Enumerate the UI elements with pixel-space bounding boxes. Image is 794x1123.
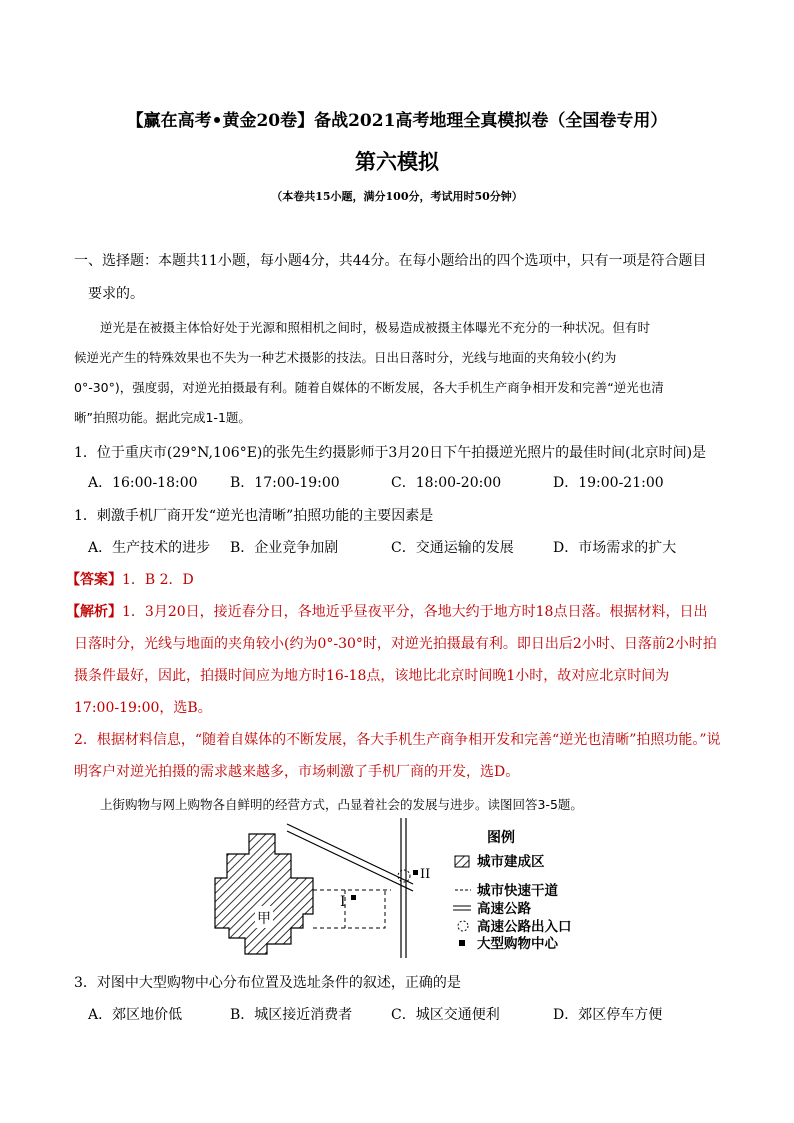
exam-title: 【赢在高考•黄金20卷】备战2021高考地理全真模拟卷（全国卷专用） bbox=[126, 111, 668, 131]
exam-subtitle: 第六模拟 bbox=[355, 149, 439, 174]
material2-line1: 上街购物与网上购物各自鲜明的经营方式，凸显着社会的发展与进步。读图回答3-5题。 bbox=[100, 797, 583, 812]
mall2-label: II bbox=[420, 867, 431, 882]
city-built-up-area bbox=[215, 834, 313, 954]
highway-line-a bbox=[287, 824, 413, 884]
legend-mall-symbol bbox=[459, 940, 465, 946]
question2-stem: 1．刺激手机厂商开发“逆光也清晰”拍照功能的主要因素是 bbox=[74, 508, 434, 524]
question2-option-c: C．交通运输的发展 bbox=[391, 540, 514, 556]
material1-line3: 0°-30°)，强度弱，对逆光拍摄最有利。随着自媒体的不断发展，各大手机生产商争相开发和完善“逆光也清 bbox=[74, 380, 664, 395]
legend-item-highway: 高速公路 bbox=[477, 901, 531, 917]
expressway-loop bbox=[313, 890, 385, 928]
question3-stem: 3．对图中大型购物中心分布位置及选址条件的叙述，正确的是 bbox=[74, 975, 461, 991]
legend-item-exit: 高速公路出入口 bbox=[477, 919, 572, 935]
question1-option-c: C．18:00-20:00 bbox=[391, 475, 502, 491]
section-heading: 一、选择题：本题共11小题，每小题4分，共44分。在每小题给出的四个选项中，只有一项是符合题目 bbox=[74, 253, 707, 269]
mall1-label: I bbox=[340, 894, 346, 910]
analysis-line4: 17:00-19:00，选B。 bbox=[74, 700, 212, 716]
analysis-line1 bbox=[66, 601, 707, 621]
shopping-center-map bbox=[205, 818, 605, 963]
material1-line1: 逆光是在被摄主体恰好处于光源和照相机之间时，极易造成被摄主体曝光不充分的一种状况。但有时 bbox=[100, 320, 651, 335]
question3-option-b: B．城区接近消费者 bbox=[230, 1007, 353, 1023]
legend-item-mall: 大型购物中心 bbox=[477, 936, 558, 952]
legend-hatch-symbol bbox=[455, 856, 469, 867]
analysis-line2: 日落时分，光线与地面的夹角较小(约为0°-30°时，对逆光拍摄最有利。即日出后2小时、日落前2小时拍 bbox=[74, 636, 717, 652]
question2-option-b: B．企业竞争加剧 bbox=[230, 540, 339, 556]
shopping-center-2 bbox=[413, 870, 418, 875]
shopping-center-1 bbox=[351, 895, 356, 900]
question3-option-c: C．城区交通便利 bbox=[391, 1007, 500, 1023]
question1-option-b: B．17:00-19:00 bbox=[230, 475, 340, 491]
question3-option-a: A．郊区地价低 bbox=[88, 1007, 183, 1023]
legend-exit-symbol bbox=[458, 921, 468, 931]
analysis-line3: 摄条件最好，因此，拍摄时间应为地方时16-18点，该地比北京时间晚1小时，故对应北京时间为 bbox=[74, 668, 670, 684]
answer-line bbox=[66, 569, 194, 589]
legend-item-city: 城市建成区 bbox=[477, 854, 545, 870]
legend-item-expressway: 城市快速干道 bbox=[477, 883, 558, 899]
material1-line2: 候逆光产生的特殊效果也不失为一种艺术摄影的技法。日出日落时分，光线与地面的夹角较小(约为 bbox=[74, 350, 617, 365]
analysis-label: 【解析】 bbox=[66, 604, 122, 620]
analysis-line6: 明客户对逆光拍摄的需求越来越多，市场刺激了手机厂商的开发，选D。 bbox=[74, 764, 520, 780]
question2-option-d: D．市场需求的扩大 bbox=[553, 540, 677, 556]
answer-label: 【答案】 bbox=[66, 572, 122, 588]
answer-text: 1．B 2．D bbox=[122, 572, 194, 588]
exam-note: （本卷共15小题，满分100分，考试用时50分钟） bbox=[271, 190, 523, 203]
analysis-text-1: 1．3月20日，接近春分日，各地近乎昼夜平分，各地大约于地方时18点日落。根据材料，日出 bbox=[122, 604, 708, 620]
question1-option-a: A．16:00-18:00 bbox=[88, 475, 198, 491]
material1-line4: 晰”拍照功能。据此完成1-1题。 bbox=[74, 410, 251, 425]
question2-option-a: A．生产技术的进步 bbox=[88, 540, 211, 556]
analysis-line5: 2．根据材料信息，“随着自媒体的不断发展，各大手机生产商争相开发和完善“逆光也清晰”拍照功能。”说 bbox=[74, 732, 721, 748]
city-label-jia: 甲 bbox=[257, 911, 271, 927]
section-heading-cont: 要求的。 bbox=[88, 286, 144, 302]
question3-option-d: D．郊区停车方便 bbox=[553, 1007, 663, 1023]
legend-title: 图例 bbox=[487, 830, 515, 846]
question1-option-d: D．19:00-21:00 bbox=[553, 475, 664, 491]
question1-stem: 1．位于重庆市(29°N,106°E)的张先生约摄影师于3月20日下午拍摄逆光照片的最佳时间(北京时间)是 bbox=[74, 445, 707, 461]
